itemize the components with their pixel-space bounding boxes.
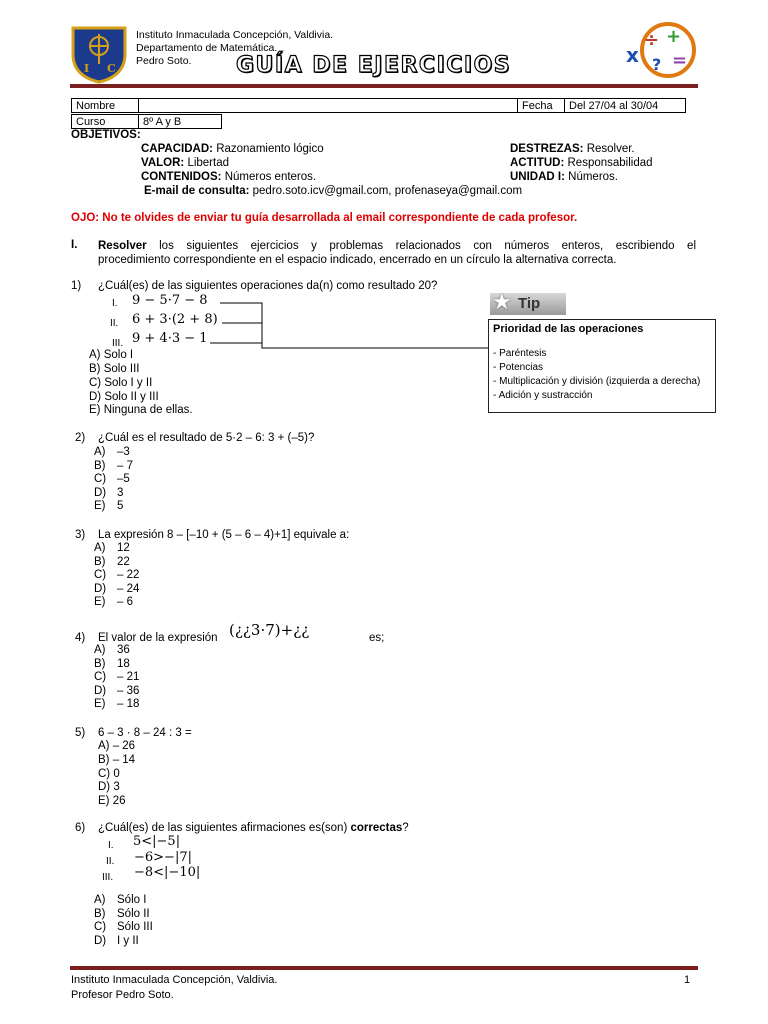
q1-option-a[interactable]: A) Solo I [89,349,134,361]
unidad-label: UNIDAD I: [510,171,565,183]
nombre-label: Nombre [72,99,139,113]
objetivos-label: OBJETIVOS: [71,129,141,141]
q4-expression: (¿¿3·7)+¿¿ [229,621,310,639]
q5-option-d[interactable]: D) 3 [98,781,120,793]
email-label: E-mail de consulta: [144,185,250,197]
q6-option-letter[interactable]: A) [94,894,106,906]
q2-option-value: 5 [117,500,124,513]
q4-suffix: es; [369,632,385,644]
q1-expr-iii: 9 + 4·3 − 1 [132,331,208,346]
page-title: GUÍA DE EJERCICIOS [236,53,512,78]
logo-letter: I [84,62,90,75]
q1-option-d[interactable]: D) Solo II y III [89,391,159,403]
q5-option-c[interactable]: C) 0 [98,768,120,780]
header-department: Departamento de Matemática. [136,42,278,54]
q3-option-letter[interactable]: B) [94,555,106,568]
q4-option-letter[interactable]: B) [94,657,106,670]
q1-roman-iii: III. [112,338,124,349]
q6-option-letter[interactable]: D) [94,934,107,947]
q5-option-b[interactable]: B) – 14 [98,754,136,766]
q4-option-letter[interactable]: A) [94,644,106,656]
q1-roman-ii: II. [110,318,119,329]
curso-value: 8º A y B [139,115,222,129]
q6-option-value: Sólo I [117,894,147,906]
q2-option-letter[interactable]: B) [94,459,106,472]
footer-page-number: 1 [684,974,691,986]
q6-roman-i: I. [108,840,114,851]
header-school: Instituto Inmaculada Concepción, Valdivia. [136,29,334,41]
q4-option-letter[interactable]: D) [94,684,107,697]
svg-text:x: x [626,43,639,67]
svg-text:+: + [666,26,682,47]
q4-text: El valor de la expresión [98,632,218,644]
q1-number: 1) [71,280,82,292]
svg-text:?: ? [652,55,662,74]
q6-option-letter[interactable]: C) [94,921,107,934]
q1-option-e[interactable]: E) Ninguna de ellas. [89,404,193,416]
q2-option-letter[interactable]: A) [94,446,106,458]
q6-roman-ii: II. [106,856,115,867]
logo-letter: C [107,62,116,75]
tip-title: Prioridad de las operaciones [493,323,644,335]
section-bold-word: Resolver [98,240,147,252]
q6-expr-iii: −8<|−10| [134,865,201,880]
tip-header [490,289,566,315]
star-icon: ★ [492,289,512,314]
q2-option-value: 3 [117,486,124,499]
tip-item: - Adición y sustracción [493,390,593,401]
q2-option-value: – 7 [117,459,133,472]
q2-option-letter[interactable]: C) [94,473,107,486]
q1-expr-i: 9 − 5·7 − 8 [132,293,208,308]
section-number: I. [71,239,78,251]
q3-text: La expresión 8 – [–10 + (5 – 6 – 4)+1] equivale a: [98,529,350,541]
fecha-label: Fecha [518,99,565,113]
q2-option-letter[interactable]: E) [94,500,106,513]
warning-text: OJO: No te olvides de enviar tu guía desarrollada al email correspondiente de cada profesor. [71,212,578,224]
contenidos-label: CONTENIDOS: [141,171,222,183]
q4-option-value: – 21 [117,671,140,684]
valor-value: Libertad [187,157,229,169]
q6-expr-ii: −6>−|7| [134,850,192,865]
q6-option-value: I y II [117,934,139,947]
curso-label: Curso [72,115,139,129]
q1-expr-ii: 6 + 3·(2 + 8) [132,312,218,327]
q4-number: 4) [75,632,86,644]
actitud-label: ACTITUD: [510,157,565,169]
q4-option-value: – 36 [117,684,140,697]
q1-option-c[interactable]: C) Solo I y II [89,377,153,389]
q3-option-value: – 24 [117,582,140,595]
contenidos-value: Números enteros. [224,171,317,183]
section-line1: los siguientes ejercicios y problemas relacionados con números enteros, escribiendo el [159,240,696,252]
q4-option-value: – 18 [117,698,140,711]
header-teacher: Pedro Soto. [136,55,192,67]
q3-option-letter[interactable]: C) [94,569,107,582]
q3-option-letter[interactable]: A) [94,542,106,554]
actitud-value: Responsabilidad [567,157,653,169]
q2-option-value: –5 [117,473,130,486]
q5-text: 6 – 3 · 8 – 24 : 3 = [98,727,192,739]
q4-option-value: 36 [117,644,130,656]
q6-expr-i: 5<|−5| [133,834,181,849]
q2-number: 2) [75,432,86,444]
q4-option-letter[interactable]: E) [94,698,106,711]
svg-text:=: = [672,50,688,71]
q1-option-b[interactable]: B) Solo III [89,363,140,375]
fecha-value: Del 27/04 al 30/04 [565,99,686,113]
footer-school: Instituto Inmaculada Concepción, Valdivia. [71,974,278,986]
capacidad-value: Razonamiento lógico [216,143,324,155]
q2-option-letter[interactable]: D) [94,486,107,499]
footer-teacher: Profesor Pedro Soto. [71,989,174,1001]
tip-item: - Paréntesis [493,348,547,359]
q1-roman-i: I. [112,298,118,309]
q4-option-value: 18 [117,657,130,670]
q3-option-value: – 22 [117,569,140,582]
q1-text: ¿Cuál(es) de las siguientes operaciones da(n) como resultado 20? [98,280,438,292]
destrezas-value: Resolver. [586,143,635,155]
capacidad-label: CAPACIDAD: [141,143,213,155]
svg-text:÷: ÷ [644,30,660,51]
q3-option-value: – 6 [117,596,133,609]
q6-number: 6) [75,822,86,834]
q6-roman-iii: III. [102,872,114,883]
tip-box [488,319,716,413]
valor-label: VALOR: [141,157,185,169]
email-value[interactable]: pedro.soto.icv@gmail.com, profenaseya@gmail.com [252,185,523,197]
q3-number: 3) [75,529,86,541]
q2-text: ¿Cuál es el resultado de 5·2 – 6: 3 + (–5)? [98,432,315,444]
unidad-value: Números. [568,171,619,183]
tip-item: - Multiplicación y división (izquierda a derecha) [493,376,701,387]
q3-option-value: 22 [117,555,130,568]
q3-option-value: 12 [117,542,130,554]
q5-option-e[interactable]: E) 26 [98,795,126,807]
section-line2: procedimiento correspondiente en el espacio indicado, encerrado en un círculo la alternativa correcta. [98,254,617,266]
tip-item: - Potencias [493,362,544,373]
q4-option-letter[interactable]: C) [94,671,107,684]
q5-number: 5) [75,727,86,739]
q6-text: ¿Cuál(es) de las siguientes afirmaciones es(son) correctas? [98,822,409,834]
footer-divider [70,966,698,970]
destrezas-label: DESTREZAS: [510,143,584,155]
q3-option-letter[interactable]: D) [94,582,107,595]
tip-label: Tip [518,295,541,312]
q6-option-letter[interactable]: B) [94,907,106,920]
q6-option-value: Sólo II [117,907,150,920]
q3-option-letter[interactable]: E) [94,596,106,609]
q2-option-value: –3 [117,446,130,458]
q6-option-value: Sólo III [117,921,153,934]
q5-option-a[interactable]: A) – 26 [98,740,136,752]
